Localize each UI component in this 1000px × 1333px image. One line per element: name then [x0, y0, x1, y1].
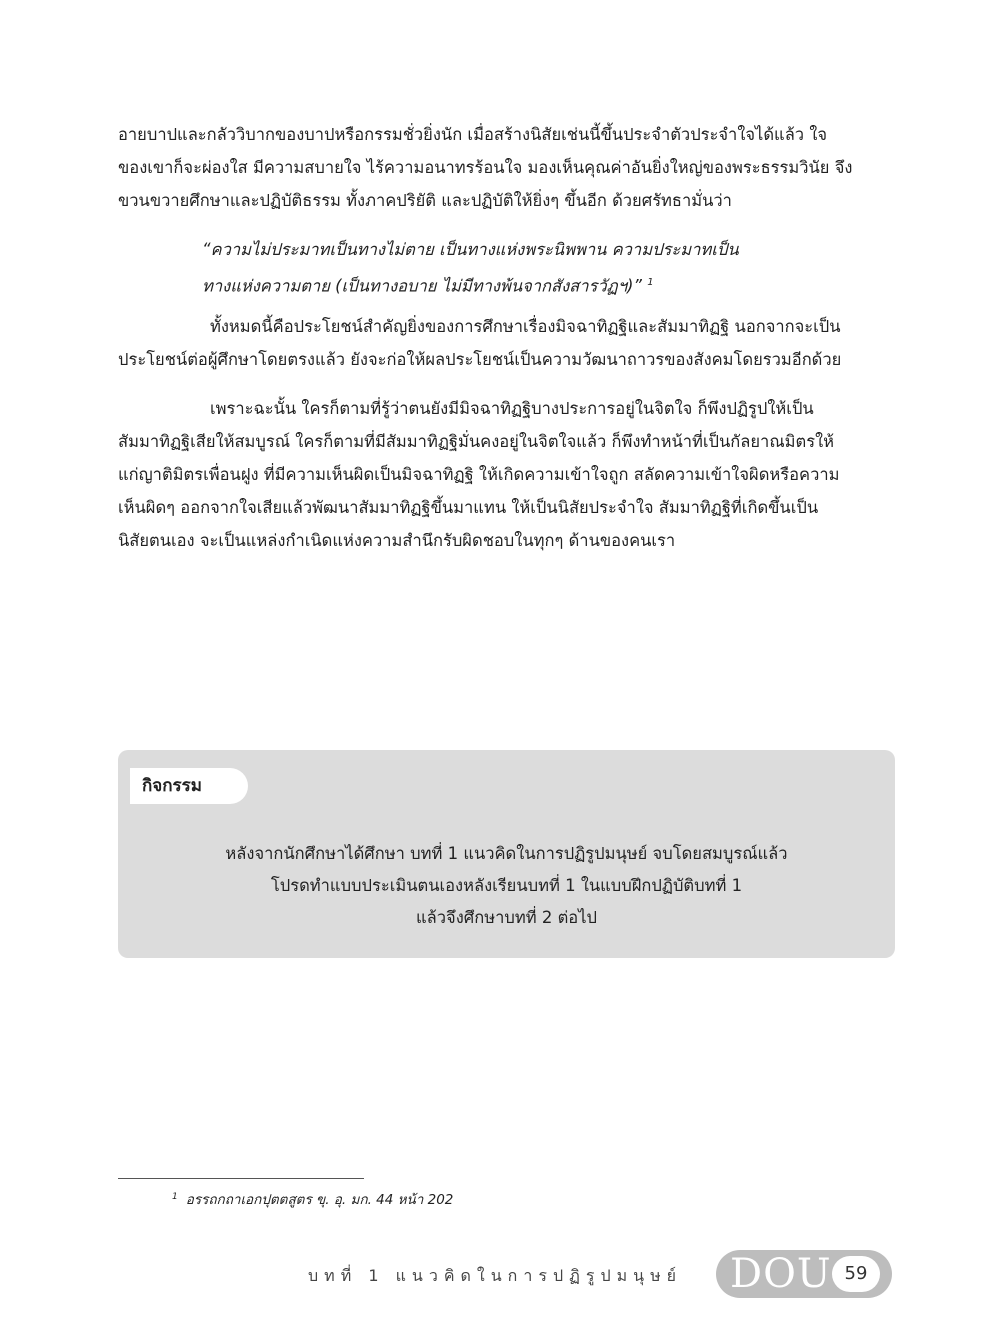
running-title: บทที่ 1 แนวคิดในการปฏิรูปมนุษย์ [308, 1266, 682, 1285]
paragraph-3 [118, 392, 895, 557]
paragraph-2 [118, 310, 895, 376]
page-number: 59 [832, 1256, 880, 1292]
footnote-reference[interactable]: 1 [647, 277, 654, 288]
footer-badge [716, 1250, 892, 1298]
paragraph-line: ประโยชน์ต่อผู้ศึกษาโดยตรงแล้ว ยังจะก่อให้ผลประโยชน์เป็นความวัฒนาถาวรของสังคมโดยรวมอีกด้วย [118, 350, 842, 369]
footnote [172, 1188, 453, 1210]
paragraph-line: อายบาปและกลัววิบากของบาปหรือกรรมชั่วยิ่งนัก เมื่อสร้างนิสัยเช่นนี้ขึ้นประจำตัวประจำใจได้แล้ว ใจ [118, 125, 828, 144]
paragraph-line: ขวนขวายศึกษาและปฏิบัติธรรม ทั้งภาคปริยัติ และปฏิบัติให้ยิ่งๆ ขึ้นอีก ด้วยศรัทธามั่นว่า [118, 191, 732, 210]
footnote-text: อรรถกถาเอกปุตตสูตร ขุ. อุ. มก. 44 หน้า 202 [185, 1192, 454, 1208]
activity-line: หลังจากนักศึกษาได้ศึกษา บทที่ 1 แนวคิดในการปฏิรูปมนุษย์ จบโดยสมบูรณ์แล้ว [225, 844, 788, 863]
footnote-divider [118, 1178, 364, 1179]
block-quote [202, 233, 852, 303]
paragraph-line: แก่ญาติมิตรเพื่อนฝูง ที่มีความเห็นผิดเป็นมิจฉาทิฏฐิ ให้เกิดความเข้าใจถูก สลัดความเข้าใจผิดหรือความ [118, 465, 840, 484]
footnote-number: 1 [172, 1191, 178, 1202]
paragraph-line: ทั้งหมดนี้คือประโยชน์สำคัญยิ่งของการศึกษาเรื่องมิจฉาทิฏฐิและสัมมาทิฏฐิ นอกจากจะเป็น [210, 317, 841, 336]
paragraph-1 [118, 118, 895, 217]
activity-line: โปรดทำแบบประเมินตนเองหลังเรียนบทที่ 1 ในแบบฝึกปฏิบัติบทที่ 1 [270, 876, 743, 895]
activity-box [118, 750, 895, 958]
dou-logo: DOU [730, 1251, 832, 1297]
quote-line-text: ทางแห่งความตาย (เป็นทางอบาย ไม่มีทางพ้นจากสังสารวัฏฯ)” [202, 276, 642, 296]
quote-line: “ความไม่ประมาทเป็นทางไม่ตาย เป็นทางแห่งพระนิพพาน ความประมาทเป็น [202, 240, 739, 259]
activity-line: แล้วจึงศึกษาบทที่ 2 ต่อไป [416, 908, 597, 927]
paragraph-line: สัมมาทิฏฐิเสียให้สมบูรณ์ ใครก็ตามที่มีสัมมาทิฏฐิมั่นคงอยู่ในจิตใจแล้ว ก็พึงทำหน้าที่เป็นกัลยาณมิตรให้ [118, 432, 835, 451]
paragraph-line: นิสัยตนเอง จะเป็นแหล่งกำเนิดแห่งความสำนึกรับผิดชอบในทุกๆ ด้านของคนเรา [118, 531, 676, 550]
paragraph-line: เพราะฉะนั้น ใครก็ตามที่รู้ว่าตนยังมีมิจฉาทิฏฐิบางประการอยู่ในจิตใจ ก็พึงปฏิรูปให้เป็น [210, 399, 814, 418]
quote-line [202, 266, 852, 303]
activity-instructions [118, 838, 895, 934]
paragraph-line: เห็นผิดๆ ออกจากใจเสียแล้วพัฒนาสัมมาทิฏฐิขึ้นมาแทน ให้เป็นนิสัยประจำใจ สัมมาทิฏฐิที่เกิดขึ้นเป็น [118, 498, 819, 517]
paragraph-line: ของเขาก็จะผ่องใส มีความสบายใจ ไร้ความอนาทรร้อนใจ มองเห็นคุณค่าอันยิ่งใหญ่ของพระธรรมวินัย จึง [118, 158, 853, 177]
activity-label: กิจกรรม [130, 768, 248, 804]
